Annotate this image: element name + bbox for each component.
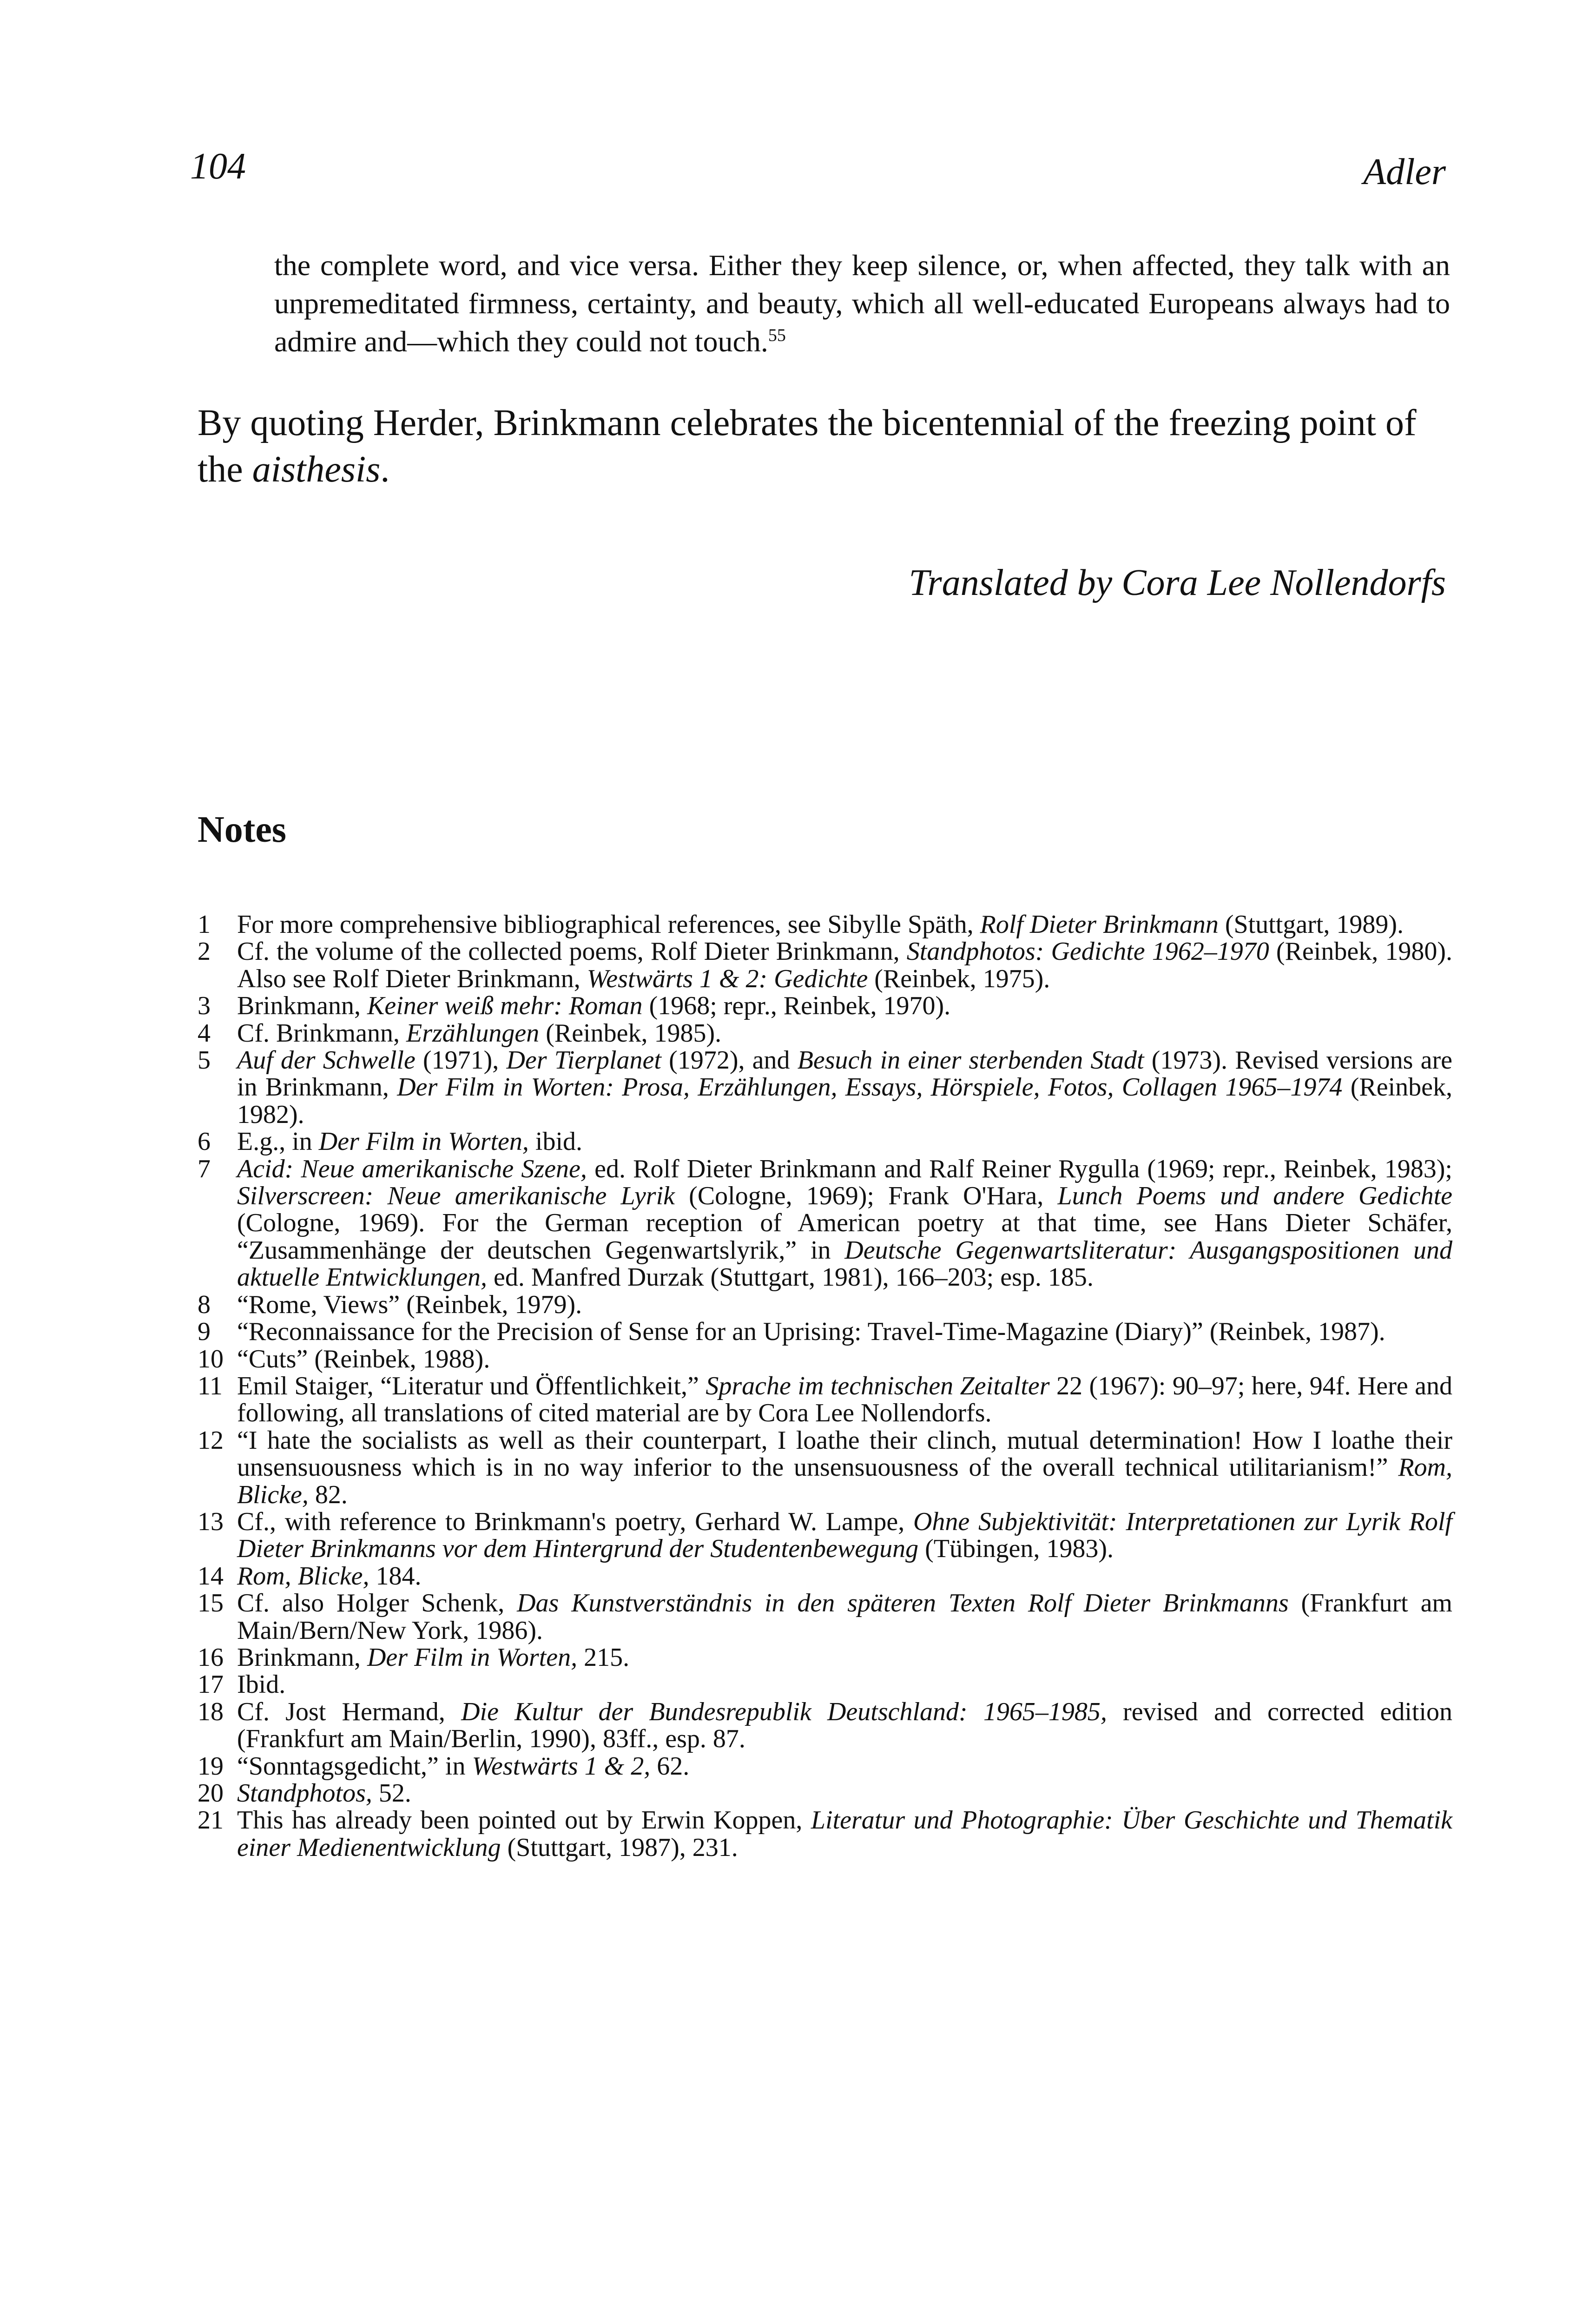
note-text-segment: Brinkmann, <box>237 991 367 1021</box>
note-number: 18 <box>198 1697 224 1726</box>
note-item <box>198 938 1452 992</box>
note-number: 2 <box>198 937 211 966</box>
note-number: 9 <box>198 1317 211 1347</box>
note-title-italic: Acid: Neue amerikanische Szene, <box>237 1154 587 1183</box>
note-title-italic: Der Film in Worten, <box>318 1127 529 1156</box>
block-quote <box>274 246 1450 361</box>
note-number: 4 <box>198 1018 211 1048</box>
note-text <box>237 1290 582 1319</box>
note-text-segment: (1968; repr., Reinbek, 1970). <box>642 991 951 1021</box>
note-text-segment: (1971), <box>415 1046 507 1075</box>
note-title-italic: Auf der Schwelle <box>237 1046 415 1075</box>
note-text-segment: (Cologne, 1969). For the German reception of American poetry at that time, see Hans Dieter Schäfer, “Zusammenhänge der deutschen Gegenwartslyrik,” in <box>237 1208 1452 1265</box>
note-number: 3 <box>198 991 211 1021</box>
note-text-segment: Emil Staiger, “Literatur und Öffentlichkeit,” <box>237 1371 706 1400</box>
note-title-italic: Literatur und Photographie: Über Geschichte und Thematik einer Medienentwicklung <box>237 1806 1453 1862</box>
note-text-segment: ed. Manfred Durzak (Stuttgart, 1981), 166–203; esp. 185. <box>487 1263 1094 1292</box>
paragraph-text-before: By quoting Herder, Brinkmann celebrates the bicentennial of the freezing point of the <box>198 403 1417 490</box>
note-text <box>237 1372 1452 1427</box>
note-number: 12 <box>198 1426 224 1455</box>
note-text <box>237 910 1404 939</box>
note-title-italic: Der Film in Worten: Prosa, Erzählungen, Essays, Hörspiele, Fotos, Collagen 1965–1974 <box>397 1073 1343 1102</box>
note-item <box>198 1318 1452 1345</box>
note-text-segment: revised and corrected edition (Frankfurt am Main/Berlin, 1990), 83ff., esp. 87. <box>237 1697 1452 1754</box>
note-title-italic: Besuch in einer sterbenden Stadt <box>797 1046 1144 1075</box>
note-number: 17 <box>198 1670 224 1699</box>
note-text-segment: 82. <box>308 1480 348 1509</box>
note-item <box>198 1020 1452 1047</box>
note-title-italic: Ohne Subjektivität: Interpretationen zur Lyrik Rolf Dieter Brinkmanns vor dem Hintergrund der Studentenbewegung <box>237 1507 1452 1564</box>
note-text-segment: This has already been pointed out by Erwin Koppen, <box>237 1806 811 1835</box>
note-text-segment: 62. <box>650 1751 690 1781</box>
note-text <box>237 1670 285 1699</box>
note-text-segment: (Reinbek, 1980). Also see Rolf Dieter Brinkmann, <box>237 937 1452 993</box>
note-text-segment: (Tübingen, 1983). <box>918 1534 1114 1564</box>
note-text-segment: ibid. <box>528 1127 583 1156</box>
note-item <box>198 1373 1452 1427</box>
note-item <box>198 1346 1452 1373</box>
note-text <box>237 1643 629 1672</box>
note-item <box>198 1671 1452 1698</box>
note-title-italic: Der Film in Worten, <box>367 1643 578 1672</box>
note-text-segment: Ibid. <box>237 1670 286 1699</box>
note-title-italic: Keiner weiß mehr: Roman <box>367 991 643 1021</box>
note-text <box>237 1155 1452 1292</box>
note-text-segment: Cf. Jost Hermand, <box>237 1697 462 1726</box>
note-text <box>237 991 950 1020</box>
note-text-segment: “Rome, Views” (Reinbek, 1979). <box>237 1290 582 1319</box>
note-item <box>198 1753 1452 1780</box>
note-title-italic: Das Kunstverständnis in den späteren Texten Rolf Dieter Brinkmanns <box>517 1589 1289 1618</box>
note-item <box>198 1644 1452 1671</box>
page-number: 104 <box>190 146 246 187</box>
note-number: 15 <box>198 1589 224 1618</box>
note-text <box>237 1019 721 1048</box>
note-text-segment: (Cologne, 1969); Frank O'Hara, <box>675 1182 1058 1211</box>
note-text <box>237 1507 1452 1563</box>
note-number: 14 <box>198 1561 224 1591</box>
note-item <box>198 911 1452 938</box>
note-text-segment: (1972), and <box>661 1046 798 1075</box>
note-title-italic: Rolf Dieter Brinkmann <box>980 910 1219 939</box>
note-number: 19 <box>198 1751 224 1781</box>
note-text-segment: (1973). Revised versions are in Brinkmann, <box>237 1046 1453 1102</box>
note-text-segment: (Reinbek, 1975). <box>868 964 1050 993</box>
note-text <box>237 1779 411 1808</box>
note-text-segment: 52. <box>372 1779 411 1808</box>
footnote-ref: 55 <box>768 325 786 345</box>
note-item <box>198 1508 1452 1563</box>
note-text-segment: For more comprehensive bibliographical references, see Sibylle Späth, <box>237 910 980 939</box>
note-item <box>198 1155 1452 1291</box>
note-text-segment: Brinkmann, <box>237 1643 367 1672</box>
note-text <box>237 1697 1452 1753</box>
note-text-segment: Cf. Brinkmann, <box>237 1018 406 1048</box>
note-number: 11 <box>198 1371 223 1400</box>
note-text <box>237 1426 1452 1509</box>
note-text-segment: “Cuts” (Reinbek, 1988). <box>237 1344 490 1373</box>
note-text-segment: ed. Rolf Dieter Brinkmann and Ralf Reiner Rygulla (1969; repr., Reinbek, 1983); <box>587 1154 1452 1183</box>
translator-credit: Translated by Cora Lee Nollendorfs <box>909 562 1446 603</box>
note-text <box>237 1046 1452 1129</box>
note-text-segment: (Frankfurt am Main/Bern/New York, 1986). <box>237 1589 1452 1645</box>
note-title-italic: Standphotos, <box>237 1779 372 1808</box>
note-title-italic: Die Kultur der Bundesrepublik Deutschland: 1965–1985, <box>461 1697 1107 1726</box>
note-text <box>237 1562 422 1591</box>
notes-heading: Notes <box>198 809 287 850</box>
note-text-segment: Cf. the volume of the collected poems, Rolf Dieter Brinkmann, <box>237 937 907 966</box>
note-number: 7 <box>198 1154 211 1183</box>
notes-list <box>198 911 1452 1861</box>
note-text-segment: “Sonntagsgedicht,” in <box>237 1751 472 1781</box>
note-text <box>237 1589 1452 1644</box>
note-text-segment: (Stuttgart, 1989). <box>1218 910 1404 939</box>
block-quote-text: the complete word, and vice versa. Either they keep silence, or, when affected, they talk with an unpremeditated firmness, certainty, and beauty, which all well-educated Europeans always had to admire and—which they could not touch. <box>274 249 1450 358</box>
note-text <box>237 1806 1452 1862</box>
note-number: 16 <box>198 1643 224 1672</box>
note-item <box>198 992 1452 1019</box>
note-title-italic: Rom, Blicke, <box>237 1561 369 1591</box>
note-item <box>198 1291 1452 1318</box>
note-item <box>198 1563 1452 1590</box>
note-text-segment: Cf. also Holger Schenk, <box>237 1589 517 1618</box>
note-text <box>237 1127 582 1156</box>
note-number: 21 <box>198 1806 224 1835</box>
paragraph-italic-term: aisthesis <box>252 449 381 490</box>
note-number: 20 <box>198 1779 224 1808</box>
note-text-segment: 184. <box>369 1561 422 1591</box>
note-title-italic: Standphotos: Gedichte 1962–1970 <box>906 937 1269 966</box>
note-text-segment: (Reinbek, 1982). <box>237 1073 1452 1129</box>
note-item <box>198 1807 1452 1861</box>
note-title-italic: Silverscreen: Neue amerikanische Lyrik <box>237 1182 675 1211</box>
paragraph-text-after: . <box>380 449 390 490</box>
note-text-segment: 215. <box>577 1643 630 1672</box>
note-item <box>198 1590 1452 1644</box>
note-title-italic: Deutsche Gegenwartsliteratur: Ausgangspositionen und aktuelle Entwicklungen, <box>237 1235 1452 1292</box>
note-text-segment: (Stuttgart, 1987), 231. <box>501 1833 738 1862</box>
note-item <box>198 1698 1452 1753</box>
note-text-segment: E.g., in <box>237 1127 319 1156</box>
note-number: 5 <box>198 1046 211 1075</box>
note-text <box>237 937 1452 993</box>
note-title-italic: Westwärts 1 & 2, <box>472 1751 651 1781</box>
note-number: 8 <box>198 1290 211 1319</box>
note-number: 1 <box>198 910 211 939</box>
note-item <box>198 1780 1452 1807</box>
note-text <box>237 1317 1385 1346</box>
note-text-segment: “I hate the socialists as well as their counterpart, I loathe their clinch, mutual determination! How I loathe their unsensuousness which is in no way inferior to the unsensuousness of the overall technical utilitarianism!” <box>237 1426 1452 1482</box>
note-item <box>198 1128 1452 1155</box>
note-number: 6 <box>198 1127 211 1156</box>
note-title-italic: Der Tierplanet <box>506 1046 661 1075</box>
running-head: Adler <box>1363 152 1446 192</box>
body-paragraph <box>198 400 1452 493</box>
note-title-italic: Sprache im technischen Zeitalter <box>706 1371 1050 1400</box>
note-title-italic: Westwärts 1 & 2: Gedichte <box>587 964 868 993</box>
note-text <box>237 1752 689 1781</box>
note-number: 10 <box>198 1344 224 1373</box>
note-item <box>198 1047 1452 1128</box>
note-title-italic: Lunch Poems und andere Gedichte <box>1057 1182 1452 1211</box>
note-text-segment: 22 (1967): 90–97; here, 94f. Here and following, all translations of cited material are by Cora Lee Nollendorfs. <box>237 1371 1453 1428</box>
note-text-segment: “Reconnaissance for the Precision of Sense for an Uprising: Travel-Time-Magazine (Diary)” (Reinbek, 1987). <box>237 1317 1385 1347</box>
note-item <box>198 1427 1452 1508</box>
note-text-segment: Cf., with reference to Brinkmann's poetry, Gerhard W. Lampe, <box>237 1507 913 1536</box>
note-text-segment: (Reinbek, 1985). <box>539 1018 722 1048</box>
note-title-italic: Rom, Blicke, <box>237 1453 1452 1509</box>
note-title-italic: Erzählungen <box>406 1018 540 1048</box>
note-text <box>237 1345 490 1373</box>
note-number: 13 <box>198 1507 224 1536</box>
